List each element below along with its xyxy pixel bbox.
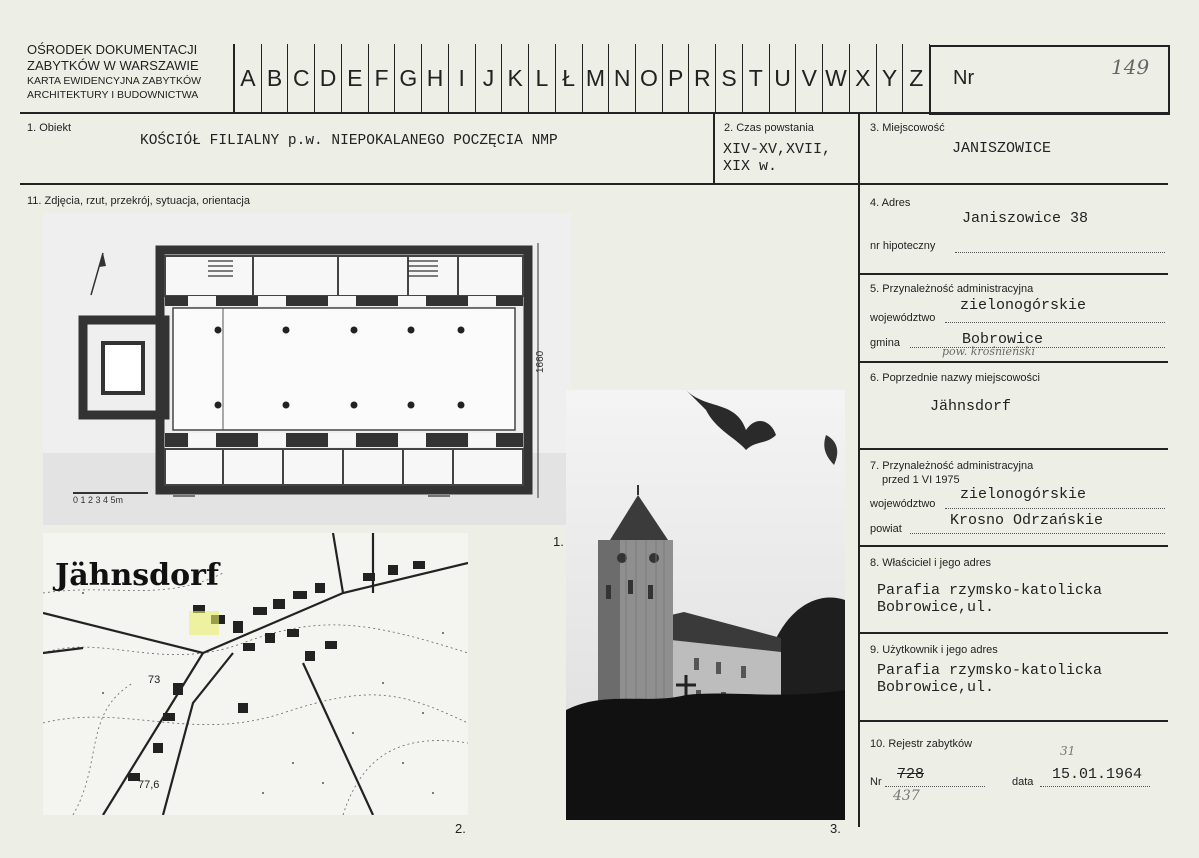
letter-s: S	[716, 44, 743, 112]
letter-x: X	[850, 44, 877, 112]
letter-p: P	[663, 44, 690, 112]
field-admin-label: 5. Przynależność administracyjna	[870, 283, 1034, 295]
field-admin-commune-value: Bobrowice	[962, 331, 1044, 348]
letter-d: D	[315, 44, 342, 112]
institution-line-2: ZABYTKÓW W WARSZAWIE	[27, 58, 199, 73]
field-address-label: 4. Adres	[870, 197, 911, 209]
register-date-dotted-line	[1040, 786, 1150, 787]
floor-plan-drawing	[43, 213, 571, 525]
map-elevation-1: 73	[148, 674, 161, 686]
field-admin-before-county-label: powiat	[870, 523, 902, 535]
letter-m: M	[583, 44, 610, 112]
field-former-names-value: Jähnsdorf	[930, 398, 1012, 415]
letter-k: K	[502, 44, 529, 112]
letter-c: C	[288, 44, 315, 112]
rule-r7	[859, 545, 1168, 547]
letter-g: G	[395, 44, 422, 112]
letter-i: I	[449, 44, 476, 112]
letter-z: Z	[903, 44, 930, 112]
mortgage-dotted-line	[955, 252, 1165, 253]
field-mortgage-label: nr hipoteczny	[870, 240, 936, 252]
letter-l-stroke: Ł	[556, 44, 583, 112]
field-admin-district-handwritten: pow. krośnieński	[942, 345, 1035, 358]
plan-scale-label: 0 1 2 3 4 5m	[73, 495, 124, 505]
field-date-label: 2. Czas powstania	[724, 122, 814, 134]
letter-h: H	[422, 44, 449, 112]
plan-dimension-label: 1660	[535, 350, 546, 373]
admin-before-voivodeship-dotted-line	[945, 508, 1165, 509]
field-admin-before-date: przed 1 VI 1975	[882, 474, 960, 486]
institution-header	[27, 42, 201, 102]
field-admin-before-county-value: Krosno Odrzańskie	[950, 512, 1104, 529]
card-number-label: Nr	[953, 67, 975, 89]
field-register-date-label: data	[1012, 776, 1034, 788]
letter-y: Y	[877, 44, 904, 112]
field-register-nr-handwritten: 437	[893, 788, 920, 804]
card-number-box	[929, 45, 1170, 115]
church-drawing	[566, 390, 845, 820]
field-register-nr-value: 728	[897, 766, 925, 783]
field-object-label: 1. Obiekt	[27, 122, 72, 134]
rule-r6	[859, 448, 1168, 450]
field-locality-value: JANISZOWICE	[952, 140, 1052, 157]
rule-v1	[713, 112, 715, 184]
church-photo	[566, 390, 845, 820]
letter-u: U	[770, 44, 797, 112]
field-admin-before-label: 7. Przynależność administracyjna	[870, 460, 1034, 472]
admin-before-county-dotted-line	[910, 533, 1165, 534]
field-owner-value-1: Parafia rzymsko-katolicka	[877, 582, 1103, 599]
admin-voivodeship-dotted-line	[945, 322, 1165, 323]
letter-index	[233, 44, 930, 112]
rule-r4	[859, 273, 1168, 275]
field-date-value-2: XIX w.	[723, 158, 778, 175]
field-admin-voivodeship-value: zielonogórskie	[960, 297, 1087, 314]
institution-line-4: ARCHITEKTURY I BUDOWNICTWA	[27, 89, 199, 101]
field-admin-before-voivodeship-label: województwo	[870, 498, 936, 510]
field-former-names-label: 6. Poprzednie nazwy miejscowości	[870, 372, 1040, 384]
rule-row1	[20, 183, 1168, 185]
admin-commune-dotted-line	[910, 347, 1165, 348]
field-object-value: KOŚCIÓŁ FILIALNY p.w. NIEPOKALANEGO POCZĘCIA NMP	[140, 133, 558, 149]
map-drawing	[43, 533, 468, 815]
card-number-value: 149	[1111, 55, 1150, 79]
letter-b: B	[262, 44, 289, 112]
institution-line-3: KARTA EWIDENCYJNA ZABYTKÓW	[27, 75, 202, 87]
letter-j: J	[476, 44, 503, 112]
field-admin-before-voivodeship-value: zielonogórskie	[960, 486, 1087, 503]
institution-line-1: OŚRODEK DOKUMENTACJI	[27, 42, 198, 57]
field-register-label: 10. Rejestr zabytków	[870, 738, 973, 750]
map-photo	[43, 533, 468, 815]
floor-plan-photo	[43, 213, 571, 525]
letter-e: E	[342, 44, 369, 112]
letter-l: L	[529, 44, 556, 112]
caption-3: 3.	[830, 821, 841, 836]
field-admin-voivodeship-label: województwo	[870, 312, 936, 324]
rule-r5	[859, 361, 1168, 363]
rule-r9	[859, 720, 1168, 722]
letter-r: R	[689, 44, 716, 112]
field-date-value-1: XIV-XV,XVII,	[723, 141, 832, 158]
field-register-date-handwritten: 31	[1060, 744, 1076, 758]
field-locality-label: 3. Miejscowość	[870, 122, 945, 134]
letter-n: N	[609, 44, 636, 112]
field-user-value-2: Bobrowice,ul.	[877, 679, 995, 696]
field-user-value-1: Parafia rzymsko-katolicka	[877, 662, 1103, 679]
field-owner-value-2: Bobrowice,ul.	[877, 599, 995, 616]
letter-o: O	[636, 44, 663, 112]
letter-w: W	[823, 44, 850, 112]
register-nr-dotted-line	[885, 786, 985, 787]
map-place-name: Jähnsdorf	[55, 558, 219, 593]
field-admin-commune-label: gmina	[870, 337, 900, 349]
letter-v: V	[796, 44, 823, 112]
field-address-value: Janiszowice 38	[962, 210, 1089, 227]
letter-f: F	[369, 44, 396, 112]
caption-2: 2.	[455, 821, 466, 836]
map-elevation-2: 77,6	[138, 779, 160, 791]
field-user-label: 9. Użytkownik i jego adres	[870, 644, 998, 656]
field-register-nr-label: Nr	[870, 776, 882, 788]
caption-1: 1.	[553, 534, 564, 549]
field-owner-label: 8. Właściciel i jego adres	[870, 557, 992, 569]
rule-r8	[859, 632, 1168, 634]
letter-t: T	[743, 44, 770, 112]
rule-top	[20, 112, 1168, 114]
letter-a: A	[235, 44, 262, 112]
field-photos-label: 11. Zdjęcia, rzut, przekrój, sytuacja, orientacja	[27, 195, 250, 207]
field-register-date-value: 15.01.1964	[1052, 766, 1143, 783]
